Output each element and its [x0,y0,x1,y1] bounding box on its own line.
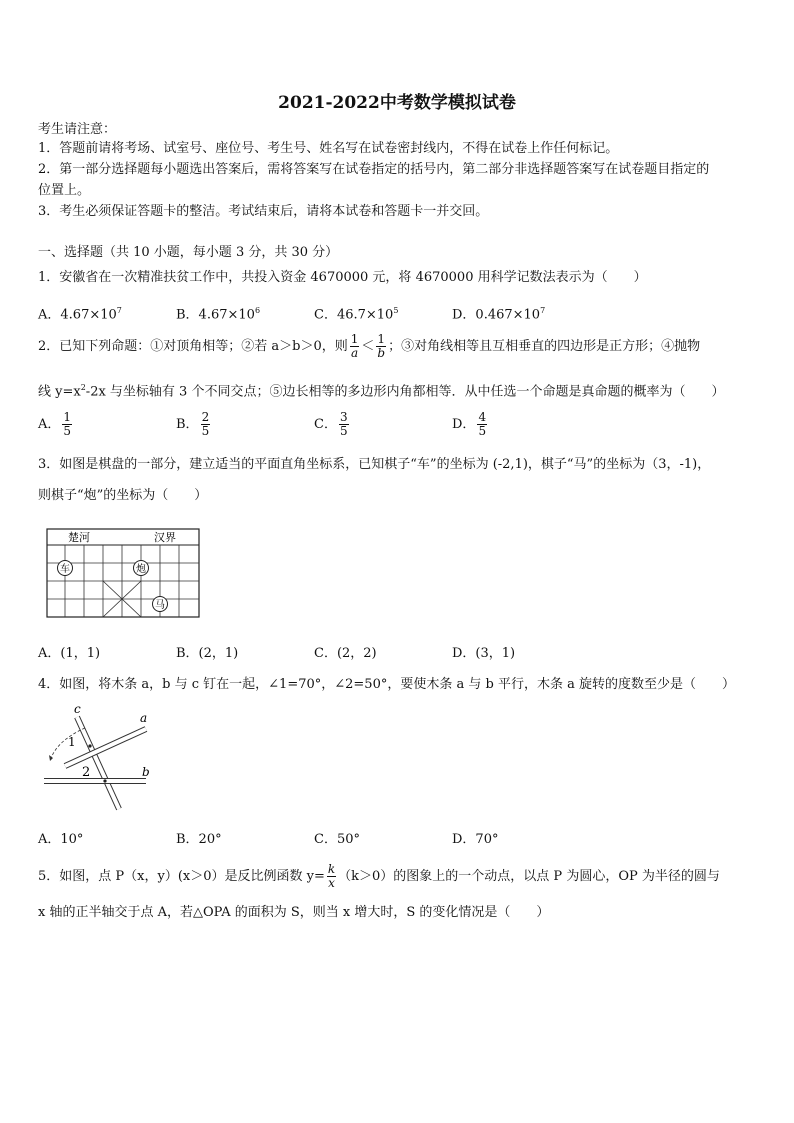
q1-stem: 1．安徽省在一次精准扶贫工作中，共投入资金 4670000 元，将 4670000 用科学记数法表示为（ ） [38,270,647,285]
q3-stem-line1: 3．如图是棋盘的一部分，建立适当的平面直角坐标系，已知棋子“车”的坐标为 (-2,1)，棋子“马”的坐标为（3，-1)， [38,457,711,472]
q1-option-d: D．$0.467\times 10^7$ [452,306,546,323]
q3-option-b: B．(2，1) [176,646,239,661]
q4-option-b: B．20° [176,832,222,847]
notice-item-2-cont: 位置上。 [38,183,91,198]
chessboard-label-chuhe: 楚河 [68,531,90,544]
q2-option-a: A． $\frac{1}{5}$ [38,410,72,438]
chessboard-label-hanjie: 汉界 [154,531,176,544]
notice-item-3: 3．考生必须保证答题卡的整洁。考试结束后，请将本试卷和答题卡一并交回。 [38,204,489,219]
angle-label-1: 1 [68,735,76,749]
q2-option-c: C． $\frac{3}{5}$ [314,410,348,438]
q4-option-c: C．50° [314,832,360,847]
fraction-k-over-x: $\frac{k}{x}$ [327,862,336,890]
q1-option-c: C．$46.7\times 10^5$ [314,306,399,323]
fraction-1-over-b: $\frac{1}{b}$ [377,332,386,360]
section-heading: 一、选择题（共 10 小题，每小题 3 分，共 30 分） [38,245,339,260]
notice-item-2: 2．第一部分选择题每小题选出答案后，需将答案写在试卷指定的括号内，第二部分非选择题答案写在试卷题目指定的 [38,162,710,177]
q5-stem-line2: x 轴的正半轴交于点 A，若△OPA 的面积为 S，则当 x 增大时，S 的变化情况是（ ） [38,905,550,920]
chess-piece-pao: 炮 [136,564,146,575]
notice-item-1: 1．答题前请将考场、试室号、座位号、考生号、姓名写在试卷密封线内，不得在试卷上作任何标记。 [38,141,619,156]
page-title: 2021-2022中考数学模拟试卷 [278,93,516,113]
q3-option-d: D．(3，1) [452,646,516,661]
angle-label-2: 2 [82,765,91,780]
q1-option-a: A．$4.67\times 10^7$ [38,306,122,323]
q3-option-c: C．(2，2) [314,646,377,661]
q2-stem-line1: 2．已知下列命题：①对顶角相等；②若 a＞b＞0，则 $\frac{1}{a}$ ＜ $\frac{1}{b}$ ；③对角线相等且互相垂直的四边形是正方形；④抛物 [38,332,701,360]
q3-stem-line2: 则棋子“炮”的坐标为（ ） [38,488,208,503]
chess-piece-che: 车 [60,564,70,575]
label-a: a [140,711,148,725]
chess-piece-ma: 马 [155,600,165,611]
q2-option-b: B． $\frac{2}{5}$ [176,410,210,438]
notice-heading: 考生请注意： [38,122,117,137]
label-b: b [142,765,150,779]
q4-option-d: D．70° [452,832,499,847]
label-c: c [74,703,81,716]
q5-stem-line1: 5．如图，点 P（x，y）(x＞0）是反比例函数 y= $\frac{k}{x}$ （k＞0）的图象上的一个动点，以点 P 为圆心，OP 为半径的圆与 [38,862,720,890]
q4-option-a: A．10° [38,832,84,847]
wood-strips-figure [38,703,162,815]
q4-stem: 4．如图，将木条 a，b 与 c 钉在一起，∠1=70°，∠2=50°，要使木条 a 与 b 平行，木条 a 旋转的度数至少是（ ） [38,677,735,692]
fraction-1-over-a: $\frac{1}{a}$ [350,332,359,360]
q2-stem-line2: 线 $y=x^2-2x$ 与坐标轴有 3 个不同交点；⑤边长相等的多边形内角都相等．从中任选一个命题是真命题的概率为（ ） [38,383,725,400]
q1-option-b: B．$4.67\times 10^6$ [176,306,261,323]
q2-option-d: D． $\frac{4}{5}$ [452,410,487,438]
chessboard-figure [46,528,202,620]
q3-option-a: A．(1，1) [38,646,101,661]
